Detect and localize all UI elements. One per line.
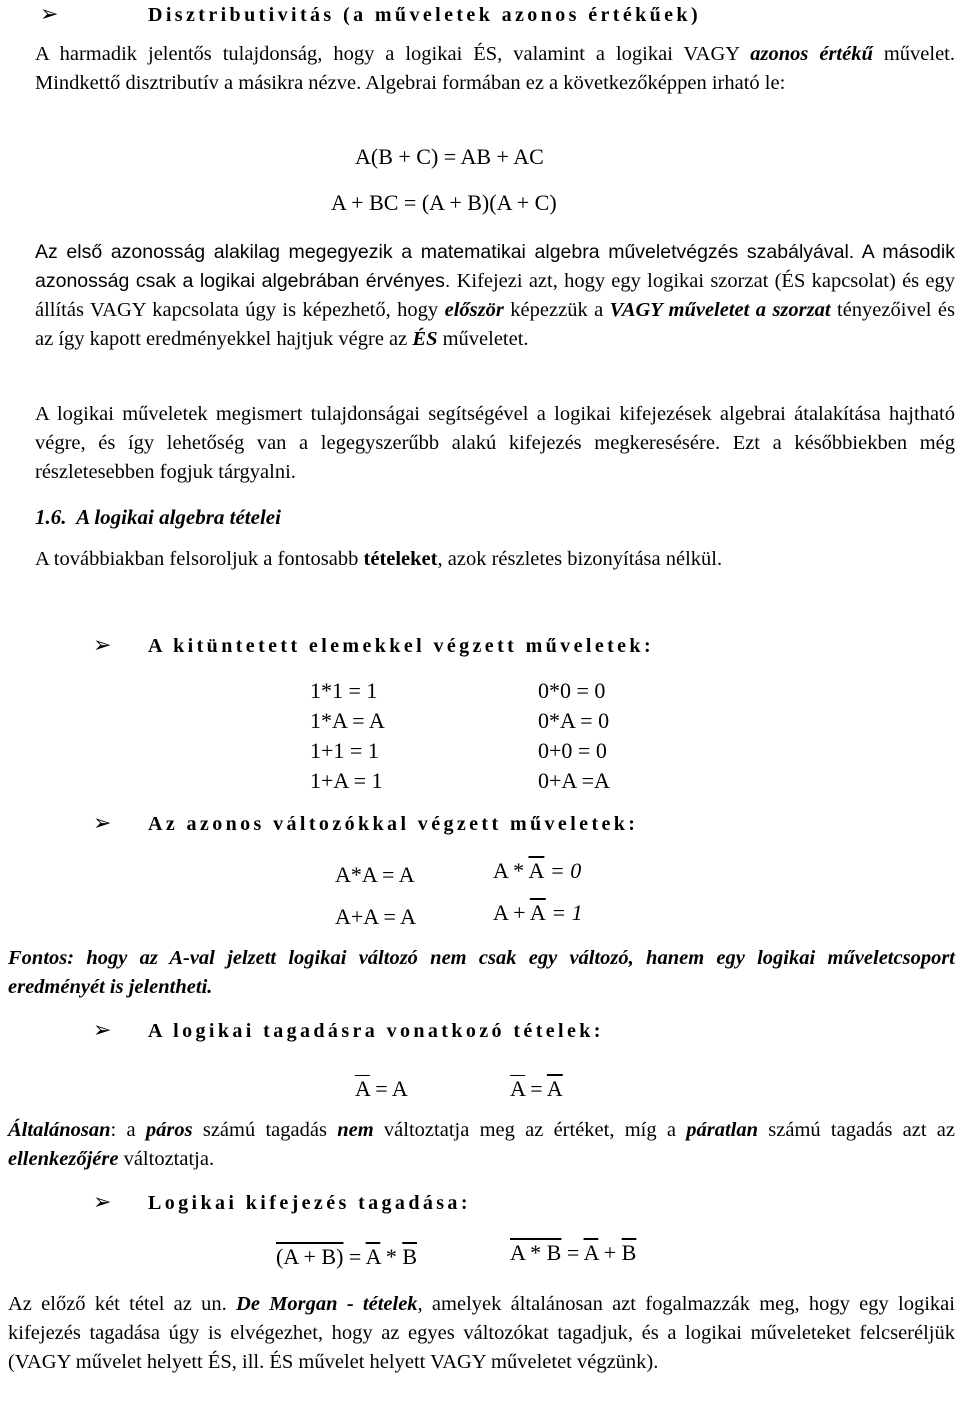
double-negation: A = A bbox=[355, 1076, 408, 1101]
identity-right-3: 0+0 = 0 bbox=[538, 738, 607, 763]
complement-or: $A + \overline{A} = 1$ bbox=[493, 900, 583, 925]
paragraph-distributivity-explanation: Az első azonosság alakilag megegyezik a matematikai algebra műveletvégzés szabályával. A második azonosság csak a logikai algebrában érvényes. Kifejezi azt, hogy egy logikai szorzat (ÉS kapcsolat) és egy állítás VAGY kapcsolata úgy is képezhető, hogy először képezzük a VAGY műveletet a szorzat tényezőivel és az így kapott eredményekkel hajtjuk végre az ÉS műveletet. bbox=[35, 241, 955, 350]
equation-distributive-1: A(B + C) = AB + AC bbox=[355, 144, 544, 169]
section-heading-negation: A logikai tagadásra vonatkozó tételek: bbox=[148, 1020, 604, 1042]
bullet-arrow-icon: ➢ bbox=[93, 633, 112, 658]
paragraph-algebraic-transformation: A logikai műveletek megismert tulajdonságai segítségével a logikai kifejezések algebrai átalakítása hajtható végre, és így lehetőség van a legegyszerűbb alakú kifejezés megkeresésére. Ezt a későbbiekben még részletesebben fogjuk tárgyalni. bbox=[35, 403, 955, 483]
paragraph-distributivity-intro: A harmadik jelentős tulajdonság, hogy a logikai ÉS, valamint a logikai VAGY azonos értékű művelet. Mindkettő disztributív a másikra nézve. Algebrai formában ez a következőképpen irható le: bbox=[35, 43, 955, 94]
identity-right-2: 0*A = 0 bbox=[538, 708, 610, 733]
section-heading-distinguished-elements: A kitüntetett elemekkel végzett műveletek: bbox=[148, 635, 655, 657]
identity-right-4: 0+A =A bbox=[538, 768, 610, 793]
identity-right-1: 0*0 = 0 bbox=[538, 678, 606, 703]
identity-left-4: 1+A = 1 bbox=[310, 768, 383, 793]
complement-and: $A * \overline{A} = 0$ bbox=[493, 858, 582, 883]
de-morgan-1: $(A + B) = \overline{A} * \overline{B}$ bbox=[276, 1244, 417, 1269]
triple-negation: $A = \overline{A}$ bbox=[510, 1076, 563, 1101]
section-heading-expression-negation: Logikai kifejezés tagadása: bbox=[148, 1192, 471, 1214]
equation-distributive-2: A + BC = (A + B)(A + C) bbox=[331, 190, 557, 215]
paragraph-theorems-intro: A továbbiakban felsoroljuk a fontosabb tételeket, azok részletes bizonyítása nélkül. bbox=[35, 548, 723, 570]
paragraph-negation-general: Általánosan: a páros számú tagadás nem változtatja meg az értéket, míg a páratlan számú tagadás azt az ellenkezőjére változtatja. bbox=[8, 1119, 956, 1170]
bullet-arrow-icon: ➢ bbox=[93, 811, 112, 836]
section-heading-distributivity: Disztributivitás (a műveletek azonos értékűek) bbox=[148, 4, 702, 26]
section-title-theorems: 1.6. A logikai algebra tételei bbox=[35, 505, 281, 529]
identity-left-2: 1*A = A bbox=[310, 708, 385, 733]
idempotent-and: A*A = A bbox=[335, 862, 415, 887]
idempotent-or: A+A = A bbox=[335, 904, 417, 929]
identity-left-3: 1+1 = 1 bbox=[310, 738, 379, 763]
paragraph-de-morgan: Az előző két tétel az un. De Morgan - tételek, amelyek általánosan azt fogalmazzák meg, hogy egy logikai kifejezés tagadása úgy is elvégezhet, hogy az egyes változókat tagadjuk, és a logikai műveleteket felcseréljük (VAGY művelet helyett ÉS, ill. ÉS művelet helyett VAGY műveletet végzünk). bbox=[8, 1293, 955, 1373]
note-important: Fontos: hogy az A-val jelzett logikai változó nem csak egy változó, hanem egy logikai műveletcsoport eredményét is jelentheti. bbox=[8, 947, 955, 998]
identity-left-1: 1*1 = 1 bbox=[310, 678, 378, 703]
de-morgan-2: $A * B = \overline{A} + \overline{B}$ bbox=[510, 1240, 637, 1265]
bullet-arrow-icon: ➢ bbox=[40, 2, 59, 27]
section-heading-same-variables: Az azonos változókkal végzett műveletek: bbox=[148, 813, 639, 835]
bullet-arrow-icon: ➢ bbox=[93, 1018, 112, 1043]
bullet-arrow-icon: ➢ bbox=[93, 1190, 112, 1215]
